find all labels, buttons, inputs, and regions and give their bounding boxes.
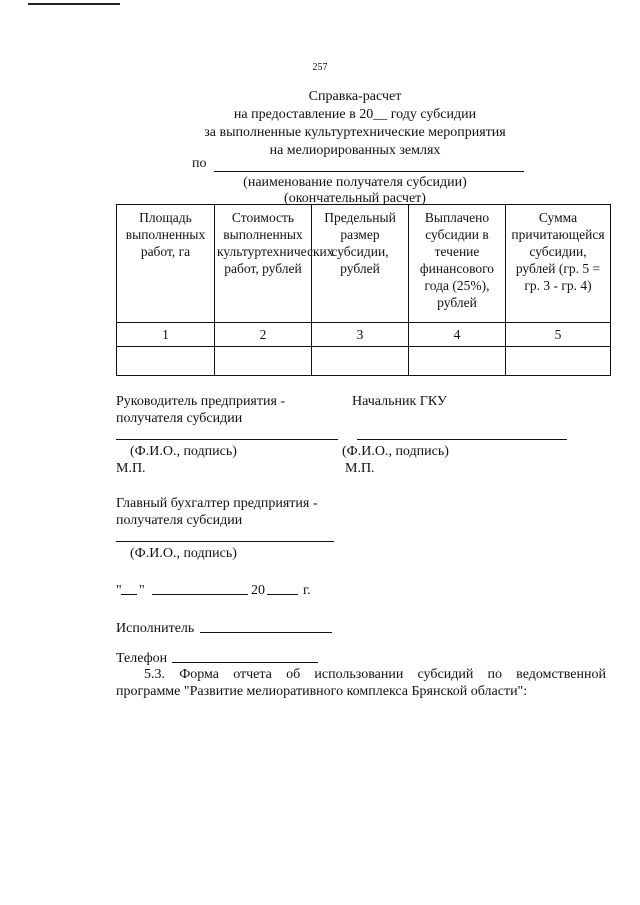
header-cell-area: Площадь выполненных работ, га bbox=[117, 205, 215, 323]
table-cell[interactable] bbox=[506, 347, 611, 376]
table-cell[interactable] bbox=[409, 347, 506, 376]
table-cell[interactable] bbox=[117, 347, 215, 376]
date-day-blank[interactable] bbox=[121, 594, 137, 595]
date-year-prefix: 20 bbox=[251, 583, 265, 598]
executor-blank-line[interactable] bbox=[200, 632, 332, 633]
section-line-1: 5.3. Форма отчета об использовании субсидий по ведомственной bbox=[144, 667, 606, 682]
recipient-blank-line[interactable] bbox=[214, 171, 524, 172]
gku-head-title: Начальник ГКУ bbox=[352, 394, 447, 409]
accountant-fio-caption: (Ф.И.О., подпись) bbox=[130, 546, 237, 561]
document-title: Справка-расчет bbox=[308, 89, 402, 104]
section-line-2: программе "Развитие мелиоративного комплекса Брянской области": bbox=[116, 684, 528, 699]
column-number: 5 bbox=[506, 323, 611, 347]
table-cell[interactable] bbox=[312, 347, 409, 376]
title-line-4: на мелиорированных землях bbox=[269, 143, 441, 158]
recipient-caption: (наименование получателя субсидии) bbox=[243, 175, 467, 190]
header-cell-cost: Стоимость выполненных культуртехнических работ, рублей bbox=[215, 205, 312, 323]
table-header-row bbox=[117, 205, 611, 323]
table-cell[interactable] bbox=[215, 347, 312, 376]
top-rule bbox=[28, 3, 120, 5]
phone-blank-line[interactable] bbox=[172, 662, 318, 663]
gku-stamp-label: М.П. bbox=[345, 461, 375, 476]
date-year-suffix: г. bbox=[303, 583, 311, 598]
gku-signature-line[interactable] bbox=[357, 439, 567, 440]
date-year-blank[interactable] bbox=[267, 594, 298, 595]
head-signature-line[interactable] bbox=[116, 439, 338, 440]
column-number: 4 bbox=[409, 323, 506, 347]
head-stamp-label: М.П. bbox=[116, 461, 146, 476]
header-cell-due: Сумма причитающейся субсидии, рублей (гр. 5 = гр. 3 - гр. 4) bbox=[506, 205, 611, 323]
gku-fio-caption: (Ф.И.О., подпись) bbox=[342, 444, 449, 459]
calculation-note: (окончательный расчет) bbox=[284, 191, 426, 206]
head-title-line-2: получателя субсидии bbox=[116, 411, 243, 426]
subsidy-table bbox=[116, 204, 611, 376]
accountant-title-line-1: Главный бухгалтер предприятия - bbox=[116, 496, 318, 511]
column-number: 2 bbox=[215, 323, 312, 347]
recipient-prefix: по bbox=[192, 156, 207, 171]
date-quote-close: " bbox=[139, 583, 145, 598]
accountant-title-line-2: получателя субсидии bbox=[116, 513, 243, 528]
date-quote-open: " bbox=[116, 583, 122, 598]
column-number: 1 bbox=[117, 323, 215, 347]
column-number: 3 bbox=[312, 323, 409, 347]
phone-label: Телефон bbox=[116, 651, 168, 666]
table-number-row bbox=[117, 323, 611, 347]
table-row bbox=[117, 347, 611, 376]
title-line-2: на предоставление в 20__ году субсидии bbox=[233, 107, 477, 122]
header-cell-max-subsidy: Предельный размер субсидии, рублей bbox=[312, 205, 409, 323]
executor-label: Исполнитель bbox=[116, 621, 195, 636]
head-fio-caption: (Ф.И.О., подпись) bbox=[130, 444, 237, 459]
title-line-3: за выполненные культуртехнические мероприятия bbox=[204, 125, 506, 140]
date-month-blank[interactable] bbox=[152, 594, 248, 595]
accountant-signature-line[interactable] bbox=[116, 541, 334, 542]
header-cell-paid: Выплачено субсидии в течение финансового года (25%), рублей bbox=[409, 205, 506, 323]
page-number: 257 bbox=[312, 62, 328, 73]
head-title-line-1: Руководитель предприятия - bbox=[116, 394, 286, 409]
section-paragraph bbox=[116, 666, 606, 700]
